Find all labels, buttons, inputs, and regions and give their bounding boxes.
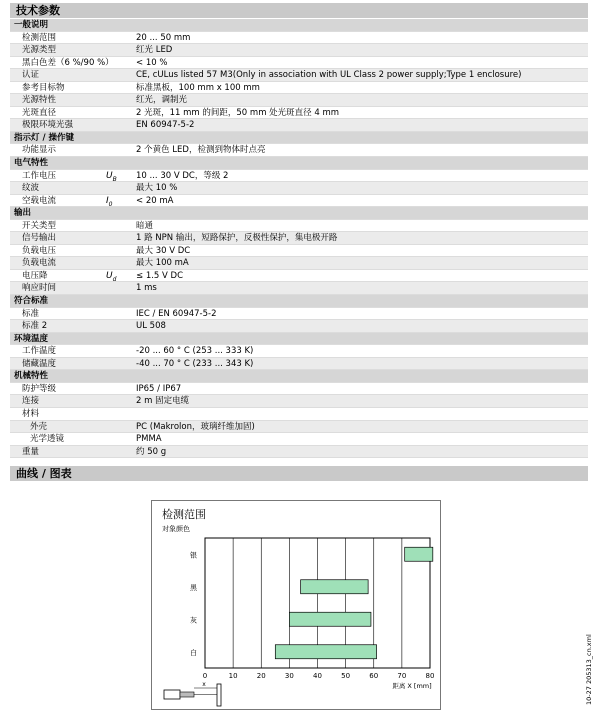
spec-table	[10, 19, 588, 458]
spec-value: PMMA	[136, 434, 162, 445]
spec-label: 信号输出	[22, 233, 57, 244]
spec-category	[10, 333, 588, 346]
spec-row	[10, 32, 588, 45]
spec-category-label: 指示灯 / 操作键	[14, 132, 75, 143]
section-header-curves: 曲线 / 图表	[10, 466, 588, 481]
chart-svg	[152, 501, 440, 709]
category-label: 银	[190, 551, 197, 560]
spec-row	[10, 257, 588, 270]
spec-value: 暗通	[136, 220, 154, 231]
spec-label: 负载电压	[22, 245, 57, 256]
spec-category	[10, 132, 588, 145]
spec-value: IP65 / IP67	[136, 383, 182, 394]
spec-label: 纹波	[22, 183, 40, 194]
spec-row	[10, 383, 588, 396]
target-plate	[217, 684, 221, 706]
spec-row	[10, 232, 588, 245]
spec-category-label: 符合标准	[14, 296, 49, 307]
spec-category	[10, 157, 588, 170]
spec-label: 标准	[22, 308, 40, 319]
spec-category-label: 环境温度	[14, 333, 49, 344]
spec-row	[10, 220, 588, 233]
spec-value: -40 ... 70 ° C (233 ... 343 K)	[136, 358, 254, 369]
spec-value: IEC / EN 60947-5-2	[136, 308, 217, 319]
sensor-body	[164, 690, 180, 699]
spec-row	[10, 170, 588, 183]
spec-value: 10 ... 30 V DC，等级 2	[136, 170, 229, 181]
spec-symbol: $I_0$	[106, 195, 113, 208]
range-bar	[275, 645, 376, 659]
spec-label: 功能显示	[22, 145, 57, 156]
spec-label: 黑白色差（6 %/90 %）	[22, 57, 114, 68]
spec-row	[10, 195, 588, 208]
x-axis-label: 距离 X [mm]	[392, 682, 432, 690]
spec-row	[10, 320, 588, 333]
spec-row	[10, 345, 588, 358]
spec-label: 重量	[22, 446, 40, 457]
spec-label: 连接	[22, 396, 40, 407]
spec-value: 红光 LED	[136, 45, 173, 56]
sensor-lens	[180, 692, 194, 697]
spec-value: 2 个黄色 LED，检测到物体时点亮	[136, 145, 266, 156]
spec-label: 光斑直径	[22, 107, 57, 118]
spec-value: 2 光斑，11 mm 的间距，50 mm 处光斑直径 4 mm	[136, 107, 340, 118]
x-tick-label: 50	[341, 672, 351, 680]
spec-row	[10, 270, 588, 283]
spec-category	[10, 295, 588, 308]
spec-category-label: 机械特性	[14, 371, 49, 382]
spec-label: 防护等级	[22, 383, 57, 394]
spec-label: 光源类型	[22, 45, 57, 56]
category-label: 灰	[190, 616, 197, 625]
spec-row	[10, 358, 588, 371]
spec-symbol: $U_d$	[106, 270, 117, 283]
x-tick-label: 70	[397, 672, 407, 680]
spec-value: 约 50 g	[136, 446, 167, 457]
spec-label: 工作电压	[22, 170, 57, 181]
spec-label: 电压降	[22, 270, 48, 281]
range-bar	[289, 612, 371, 626]
spec-value: CE, cULus listed 57 M3(Only in association with UL Class 2 power supply;Type 1 enclosure)	[136, 70, 522, 81]
spec-label: 检测范围	[22, 32, 57, 43]
spec-value: 2 m 固定电缆	[136, 396, 190, 407]
spec-row	[10, 408, 588, 421]
spec-value: 1 路 NPN 输出，短路保护，反极性保护，集电极开路	[136, 233, 338, 244]
spec-category	[10, 370, 588, 383]
spec-label: 响应时间	[22, 283, 57, 294]
spec-row	[10, 245, 588, 258]
spec-row	[10, 421, 588, 434]
spec-label: 空载电流	[22, 195, 57, 206]
spec-row	[10, 308, 588, 321]
spec-row	[10, 94, 588, 107]
spec-label: 开关类型	[22, 220, 57, 231]
spec-value: 最大 100 mA	[136, 258, 189, 269]
spec-category-label: 电气特性	[14, 158, 49, 169]
spec-row	[10, 282, 588, 295]
range-bar	[405, 547, 433, 561]
category-label: 白	[190, 648, 197, 657]
x-tick-label: 30	[284, 672, 294, 680]
range-bar	[301, 580, 369, 594]
spec-value: 红光，调制光	[136, 95, 188, 106]
document-code: 10-27 205313_cn.xml	[585, 634, 593, 705]
spec-category	[10, 19, 588, 32]
category-label: 黑	[190, 583, 197, 592]
spec-label: 极限环境光强	[22, 120, 74, 131]
spec-value: 20 ... 50 mm	[136, 32, 191, 43]
spec-value: PC (Makrolon，玻璃纤维加固)	[136, 421, 255, 432]
detection-range-chart	[151, 500, 441, 710]
spec-label: 参考目标物	[22, 82, 65, 93]
spec-label: 外壳	[30, 421, 48, 432]
distance-x-label: x	[202, 681, 206, 688]
spec-label: 光学透镜	[30, 434, 65, 445]
spec-label: 光源特性	[22, 95, 57, 106]
x-tick-label: 80	[425, 672, 435, 680]
x-tick-label: 20	[256, 672, 266, 680]
spec-value: < 20 mA	[136, 195, 174, 206]
x-tick-label: 0	[202, 672, 208, 680]
spec-row	[10, 57, 588, 70]
spec-label: 工作温度	[22, 346, 57, 357]
spec-category-label: 输出	[14, 208, 32, 219]
spec-row	[10, 119, 588, 132]
chart-title: 检测范围	[162, 508, 206, 521]
spec-row	[10, 395, 588, 408]
spec-row	[10, 446, 588, 459]
spec-value: ≤ 1.5 V DC	[136, 270, 184, 281]
section-header-tech: 技术参数	[10, 3, 588, 18]
spec-value: 标准黑板，100 mm x 100 mm	[136, 82, 260, 93]
spec-label: 材料	[22, 408, 40, 419]
spec-row	[10, 69, 588, 82]
spec-label: 认证	[22, 70, 40, 81]
spec-row	[10, 82, 588, 95]
spec-row	[10, 182, 588, 195]
spec-row	[10, 107, 588, 120]
spec-value: EN 60947-5-2	[136, 120, 195, 131]
spec-row	[10, 44, 588, 57]
chart-subtitle: 对象颜色	[162, 525, 190, 533]
x-tick-label: 40	[313, 672, 322, 680]
spec-symbol: $U_B$	[106, 170, 117, 183]
spec-value: UL 508	[136, 321, 166, 332]
spec-label: 标准 2	[22, 321, 48, 332]
x-tick-label: 60	[369, 672, 379, 680]
spec-value: < 10 %	[136, 57, 168, 68]
spec-category-label: 一般说明	[14, 20, 49, 30]
spec-row	[10, 433, 588, 446]
spec-category	[10, 207, 588, 220]
spec-value: 1 ms	[136, 283, 157, 294]
spec-label: 储藏温度	[22, 358, 57, 369]
x-tick-label: 10	[228, 672, 238, 680]
spec-value: 最大 30 V DC	[136, 245, 191, 256]
spec-label: 负载电流	[22, 258, 57, 269]
spec-value: 最大 10 %	[136, 183, 178, 194]
spec-value: -20 ... 60 ° C (253 ... 333 K)	[136, 346, 254, 357]
spec-row	[10, 144, 588, 157]
